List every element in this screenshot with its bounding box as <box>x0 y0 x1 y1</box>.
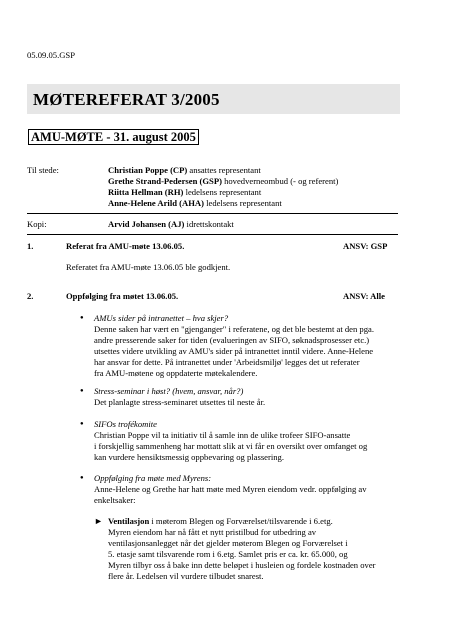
attendee-role: ansattes representant <box>187 165 261 175</box>
subitem-first-line-rest: i møterom Blegen og Forværelset/tilsvarende i 6.etg. <box>149 516 333 526</box>
copy-recipient <box>108 219 234 230</box>
attendee-name: Riitta Hellman (RH) <box>108 187 184 197</box>
bullet-icon: ● <box>80 388 84 394</box>
subitem-heading: Ventilasjon <box>108 516 150 526</box>
arrow-right-icon: ► <box>94 516 103 526</box>
section-title: Oppfølging fra møtet 13.06.05. <box>66 291 179 301</box>
item-line: fra AMU-møtene og oppdaterte møtekalendere. <box>94 368 258 378</box>
copy-label: Kopi: <box>27 219 47 229</box>
attendee-row <box>108 187 261 198</box>
divider <box>27 213 398 214</box>
section-title: Referat fra AMU-møte 13.06.05. <box>66 241 185 251</box>
copy-name: Arvid Johansen (AJ) <box>108 219 185 229</box>
item-heading: SIFOs trofékomite <box>94 419 157 429</box>
item-line: Denne saken har vært en "gjenganger" i referatene, og det ble bestemt at den pga. <box>94 324 374 334</box>
section-number: 2. <box>27 291 34 301</box>
bullet-icon: ● <box>80 475 84 481</box>
subitem-line: ventilasjonsanlegget når det gjelder møterom Blegen og Forværelset i <box>108 538 348 548</box>
item-line: andre presserende saker for tiden (evalueringen av SIFO, søknadsprosesser etc.) <box>94 335 370 345</box>
attendee-row <box>108 198 282 209</box>
attendee-name: Christian Poppe (CP) <box>108 165 188 175</box>
attendee-name: Grethe Strand-Pedersen (GSP) <box>108 176 222 186</box>
page-title: MØTEREFERAT 3/2005 <box>33 90 220 109</box>
item-line: kan vurdere hensiktsmessig oppbevaring og plassering. <box>94 452 284 462</box>
section-responsible: ANSV: GSP <box>343 241 388 251</box>
section-responsible: ANSV: Alle <box>343 291 385 301</box>
section-number: 1. <box>27 241 34 251</box>
subitem-line: Myren tilbyr oss å bake inn dette beløpet i husleien og fordele kostnaden over <box>108 560 376 570</box>
item-line: har ansvar for dette. På intranettet under 'Arbeidsmiljø' legges det ut referater <box>94 357 360 367</box>
item-line: i forskjellig sammenheng har mottatt slik at vi får en oversikt over omfanget og <box>94 441 368 451</box>
subitem-line: Myren eiendom har nå fått et nytt pristilbud for utbedring av <box>108 527 317 537</box>
subitem-line: flere år. Ledelsen vil vurdere tilbudet snarest. <box>108 571 264 581</box>
divider <box>27 234 398 235</box>
item-line: Det planlagte stress-seminaret utsettes til neste år. <box>94 397 266 407</box>
item-heading: AMUs sider på intranettet – hva skjer? <box>94 313 229 323</box>
attendee-role: ledelsens representant <box>203 198 282 208</box>
item-line: Anne-Helene og Grethe har hatt møte med Myren eiendom vedr. oppfølging av <box>94 484 367 494</box>
attendee-name: Anne-Helene Arild (AHA) <box>108 198 204 208</box>
item-line: Christian Poppe vil ta initiativ til å samle inn de ulike trofeer SIFO-ansatte <box>94 430 351 440</box>
subitem-first-line <box>108 516 333 527</box>
attendee-row <box>108 165 261 176</box>
subitem-line: 5. etasje samt tilsvarende rom i 6.etg. Samlet pris er ca. kr. 65.000, og <box>108 549 348 559</box>
meeting-subtitle: AMU-MØTE - 31. august 2005 <box>28 129 199 145</box>
copy-role: idrettskontakt <box>184 219 234 229</box>
attendee-role: ledelsens representant <box>183 187 262 197</box>
attendee-row <box>108 176 338 187</box>
item-line: utsettes videre utvikling av AMU's sider på intranettet inntil videre. Anne-Helene <box>94 346 374 356</box>
section-body: Referatet fra AMU-møte 13.06.05 ble godkjent. <box>66 262 231 272</box>
item-line: enkeltsaker: <box>94 495 136 505</box>
item-heading: Oppfølging fra møte med Myrens: <box>94 473 212 483</box>
document-date: 05.09.05.GSP <box>27 50 75 60</box>
item-heading: Stress-seminar i høst? (hvem, ansvar, når?) <box>94 386 244 396</box>
bullet-icon: ● <box>80 421 84 427</box>
attendance-label: Til stede: <box>27 165 59 175</box>
attendee-role: hovedverneombud (- og referent) <box>221 176 339 186</box>
bullet-icon: ● <box>80 315 84 321</box>
